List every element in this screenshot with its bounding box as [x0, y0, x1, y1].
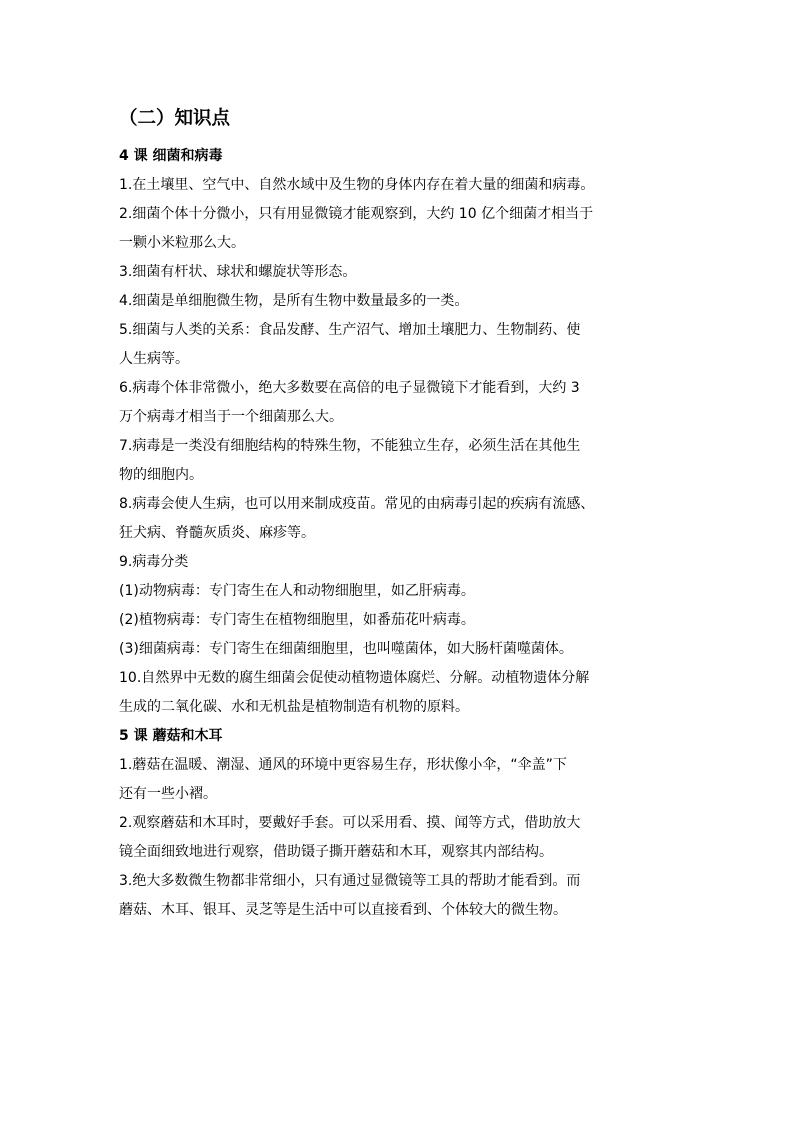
paragraph-line: 3.细菌有杆状、球状和螺旋状等形态。 [119, 264, 357, 280]
lesson-heading: 4 课 细菌和病毒 [119, 148, 223, 164]
lessons-container [119, 142, 689, 925]
paragraph [119, 751, 689, 809]
paragraph [119, 809, 689, 867]
paragraph-line: 7.病毒是一类没有细胞结构的特殊生物，不能独立生存，必须生活在其他生 [119, 438, 581, 454]
paragraph [119, 432, 689, 490]
paragraph-line: 3.绝大多数微生物都非常细小，只有通过显微镜等工具的帮助才能看到。而 [119, 873, 581, 889]
paragraph-line: 10.自然界中无数的腐生细菌会促使动植物遗体腐烂、分解。动植物遗体分解 [119, 670, 590, 686]
paragraph-line: 9.病毒分类 [119, 554, 189, 570]
paragraph-line: 人生病等。 [119, 351, 189, 367]
paragraph-line: 2.细菌个体十分微小，只有用显微镜才能观察到，大约 10 亿个细菌才相当于 [119, 206, 594, 222]
paragraph [119, 258, 689, 287]
paragraph [119, 664, 689, 722]
lesson-block [119, 142, 689, 722]
paragraph-line: 物的细胞内。 [119, 467, 203, 483]
paragraph-line: (2)植物病毒：专门寄生在植物细胞里，如番茄花叶病毒。 [119, 612, 475, 628]
paragraph-line: (1)动物病毒：专门寄生在人和动物细胞里，如乙肝病毒。 [119, 583, 475, 599]
paragraph-line: 6.病毒个体非常微小，绝大多数要在高倍的电子显微镜下才能看到，大约 3 [119, 380, 580, 396]
paragraph-line: 镜全面细致地进行观察，借助镊子撕开蘑菇和木耳，观察其内部结构。 [119, 844, 553, 860]
paragraph [119, 490, 689, 548]
paragraph-line: 5.细菌与人类的关系：食品发酵、生产沼气、增加土壤肥力、生物制药、使 [119, 322, 581, 338]
paragraph-line: 万个病毒才相当于一个细菌那么大。 [119, 409, 343, 425]
paragraph [119, 606, 689, 635]
paragraph [119, 635, 689, 664]
paragraph [119, 867, 689, 925]
paragraph [119, 316, 689, 374]
paragraph [119, 374, 689, 432]
paragraph-line: (3)细菌病毒：专门寄生在细菌细胞里，也叫噬菌体，如大肠杆菌噬菌体。 [119, 641, 573, 657]
paragraph-line: 蘑菇、木耳、银耳、灵芝等是生活中可以直接看到、个体较大的微生物。 [119, 902, 567, 918]
lesson-heading: 5 课 蘑菇和木耳 [119, 728, 223, 744]
paragraph-line: 8.病毒会使人生病，也可以用来制成疫苗。常见的由病毒引起的疾病有流感、 [119, 496, 595, 512]
paragraph [119, 548, 689, 577]
paragraph-line: 2.观察蘑菇和木耳时，要戴好手套。可以采用看、摸、闻等方式，借助放大 [119, 815, 581, 831]
paragraph-line: 4.细菌是单细胞微生物，是所有生物中数量最多的一类。 [119, 293, 469, 309]
paragraph-line: 1.蘑菇在温暖、潮湿、通风的环境中更容易生存，形状像小伞，“伞盖”下 [119, 757, 567, 773]
paragraph [119, 171, 689, 200]
lesson-block [119, 722, 689, 925]
section-title: （二）知识点 [119, 108, 231, 129]
paragraph-line: 生成的二氧化碳、水和无机盐是植物制造有机物的原料。 [119, 699, 469, 715]
page-content [119, 104, 689, 925]
paragraph [119, 577, 689, 606]
paragraph-line: 1.在土壤里、空气中、自然水域中及生物的身体内存在着大量的细菌和病毒。 [119, 177, 595, 193]
paragraph-line: 一颗小米粒那么大。 [119, 235, 245, 251]
paragraph [119, 200, 689, 258]
paragraph-line: 还有一些小褶。 [119, 786, 217, 802]
paragraph-line: 狂犬病、脊髓灰质炎、麻疹等。 [119, 525, 315, 541]
paragraph [119, 287, 689, 316]
